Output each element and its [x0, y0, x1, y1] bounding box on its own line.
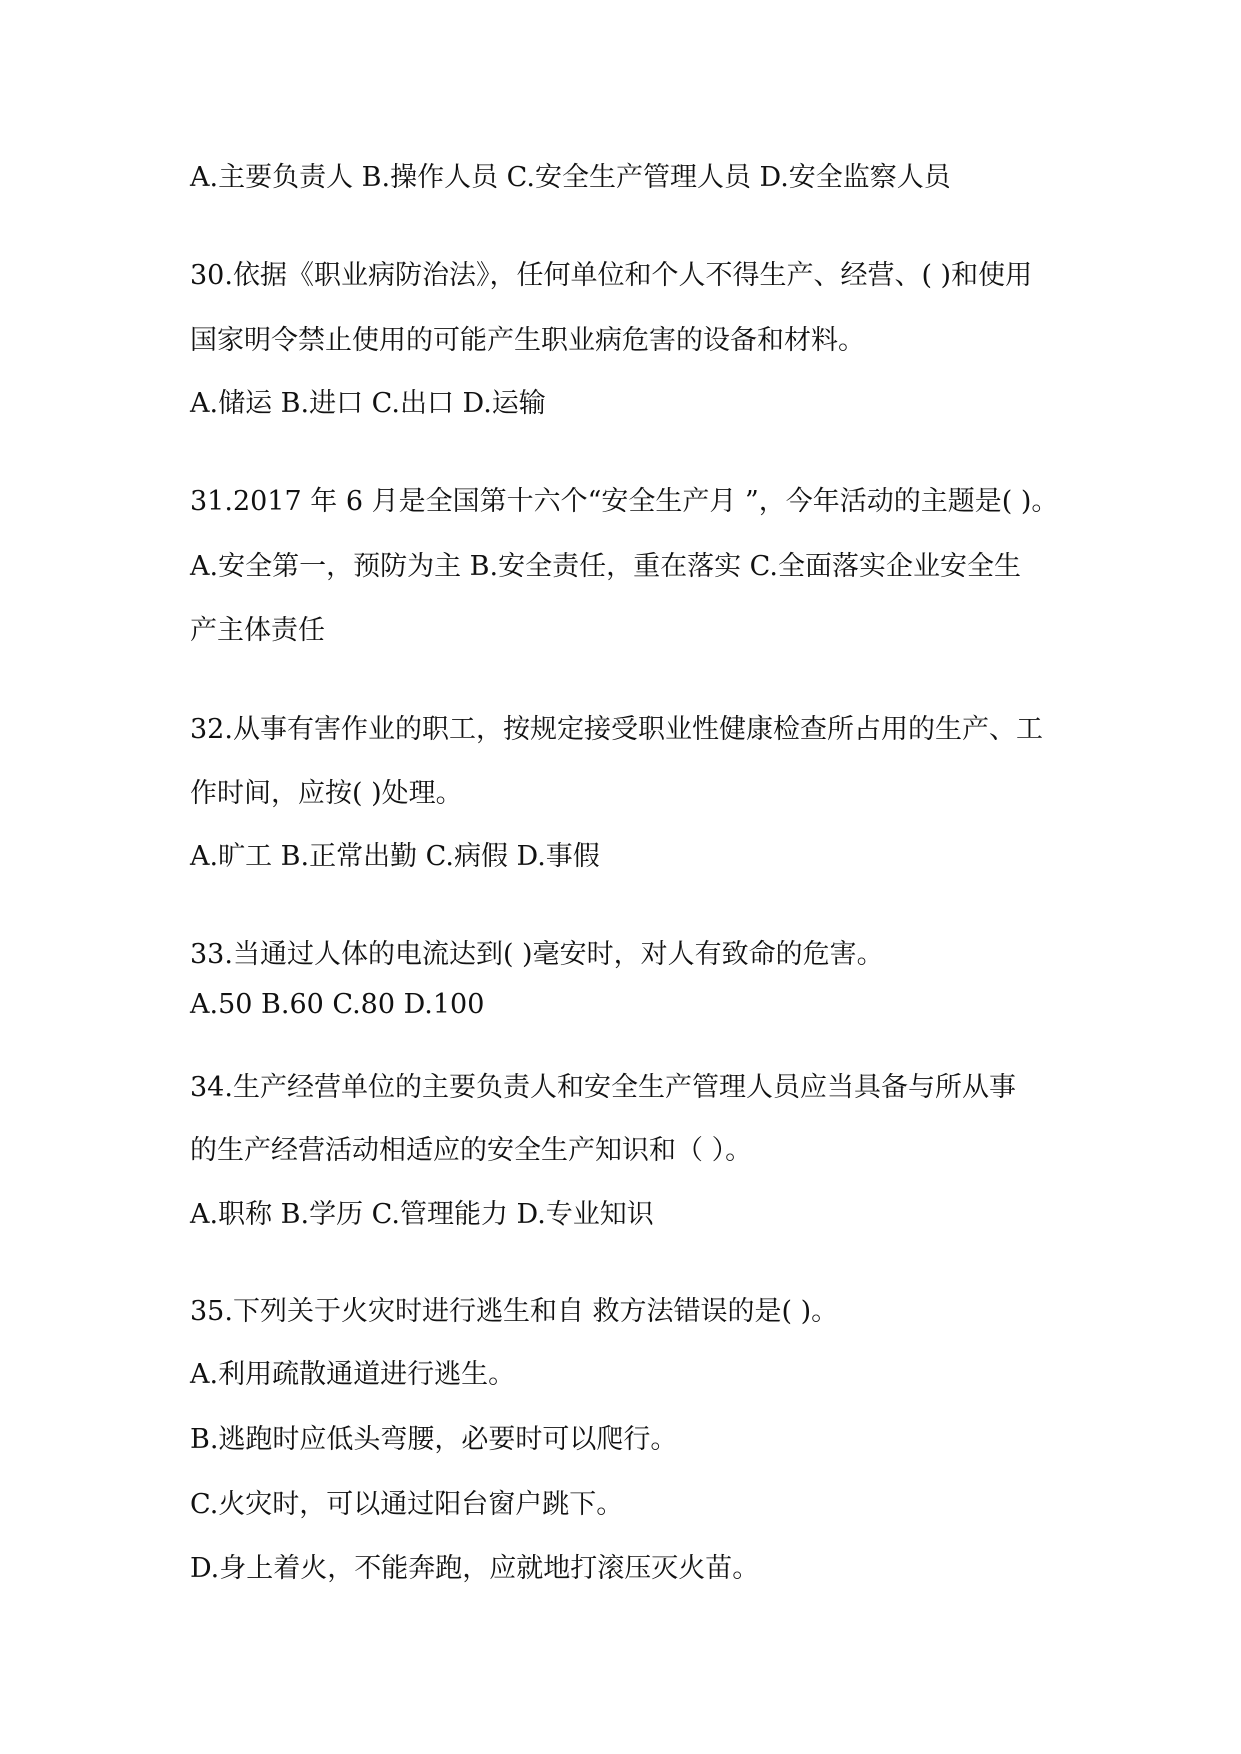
q35-stem-line-1: 35.下列关于火灾时进行逃生和自 救方法错误的是( )。: [190, 1296, 839, 1327]
q29-options: A.主要负责人 B.操作人员 C.安全生产管理人员 D.安全监察人员: [190, 162, 951, 193]
q31-stem-line-1: 31.2017 年 6 月是全国第十六个“安全生产月 ”，今年活动的主题是( )。: [190, 486, 1059, 517]
q31-options-line-2: 产主体责任: [190, 615, 325, 646]
q32-stem-line-2: 作时间，应按( )处理。: [190, 778, 463, 809]
q33-stem-line-1: 33.当通过人体的电流达到( )毫安时，对人有致命的危害。: [190, 939, 884, 970]
q30-stem-line-1: 30.依据《职业病防治法》，任何单位和个人不得生产、经营、( )和使用: [190, 260, 1033, 291]
q33-options: A.50 B.60 C.80 D.100: [190, 989, 485, 1020]
q35-option-c: C.火灾时，可以通过阳台窗户跳下。: [190, 1489, 624, 1520]
q34-stem-line-1: 34.生产经营单位的主要负责人和安全生产管理人员应当具备与所从事: [190, 1072, 1016, 1103]
q32-stem-line-1: 32.从事有害作业的职工，按规定接受职业性健康检查所占用的生产、工: [190, 714, 1043, 745]
q32-options: A.旷工 B.正常出勤 C.病假 D.事假: [190, 841, 600, 872]
q35-option-a: A.利用疏散通道进行逃生。: [190, 1359, 516, 1390]
q31-options-line-1: A.安全第一，预防为主 B.安全责任，重在落实 C.全面落实企业安全生: [190, 551, 1021, 582]
q34-stem-line-2: 的生产经营活动相适应的安全生产知识和（ ）。: [190, 1135, 753, 1166]
q30-options: A.储运 B.进口 C.出口 D.运输: [190, 388, 546, 419]
q35-option-b: B.逃跑时应低头弯腰，必要时可以爬行。: [190, 1424, 678, 1455]
q34-options: A.职称 B.学历 C.管理能力 D.专业知识: [190, 1199, 654, 1230]
q35-option-d: D.身上着火，不能奔跑，应就地打滚压灭火苗。: [190, 1553, 760, 1584]
q30-stem-line-2: 国家明令禁止使用的可能产生职业病危害的设备和材料。: [190, 325, 865, 356]
